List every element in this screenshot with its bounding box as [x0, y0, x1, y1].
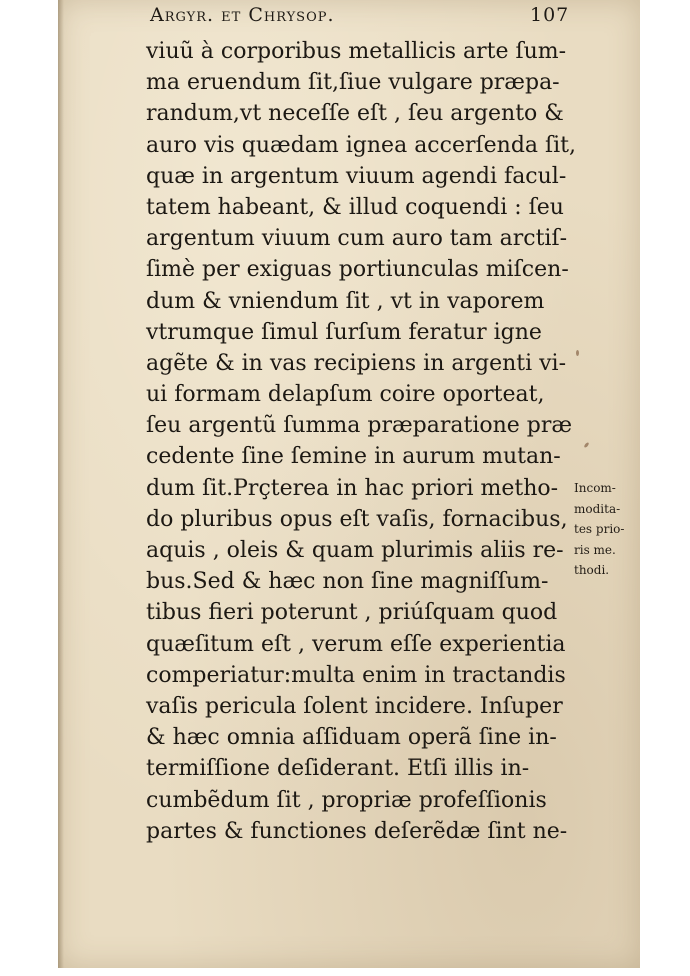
- text-line: quæſitum eſt , verum eſſe experientia: [146, 631, 566, 657]
- text-line: partes & functiones deſerẽdæ ſint ne-: [146, 818, 568, 844]
- text-line: cedente ſine ſemine in aurum mutan-: [146, 444, 561, 470]
- text-line: tatem habeant, & illud coquendi : ſeu: [146, 194, 564, 220]
- text-line: vtrumque ſimul ſurſum feratur igne: [146, 319, 542, 345]
- text-line: auro vis quædam ignea accerſenda ſit,: [146, 132, 577, 158]
- text-line: & hæc omnia aſſiduam operã ſine in-: [146, 725, 557, 751]
- book-page: [58, 0, 640, 968]
- margin-note-line: ris me.: [574, 542, 616, 557]
- text-line: termiſſione deſiderant. Etſi illis in-: [146, 756, 530, 782]
- margin-note: [574, 478, 646, 581]
- text-line: aquis , oleis & quam plurimis aliis re-: [146, 538, 564, 563]
- margin-note-line: tes prio-: [574, 522, 625, 536]
- page-number: 107: [530, 4, 570, 26]
- margin-note-line: thodi.: [574, 563, 610, 577]
- text-line: agẽte & in vas recipiens in argenti vi-: [146, 350, 567, 376]
- text-line: argentum viuum cum auro tam arctiſ-: [146, 226, 568, 252]
- body-text: [146, 36, 576, 847]
- text-line: viuũ à corporibus metallicis arte ſum-: [146, 39, 567, 64]
- text-line: dum ſit.Prçterea in hac priori metho-: [146, 475, 559, 501]
- text-line: cumbẽdum ſit , propriæ profeſſionis: [146, 787, 547, 813]
- text-line: bus.Sed & hæc non ſine magniſſum-: [146, 569, 549, 595]
- text-line: ſeu argentũ ſumma præparatione præ: [146, 413, 573, 439]
- text-line: ui formam delapſum coire oporteat,: [146, 382, 545, 408]
- text-line: dum & vniendum ſit , vt in vaporem: [146, 288, 545, 314]
- ink-speck: [576, 350, 579, 356]
- margin-note-line: Incom-: [574, 481, 616, 495]
- text-line: tibus fieri poterunt , priúſquam quod: [146, 600, 558, 626]
- text-line: ma eruendum ſit,ſiue vulgare præpa-: [146, 70, 560, 96]
- text-line: quæ in argentum viuum agendi facul-: [146, 163, 567, 189]
- margin-note-line: modita-: [574, 501, 621, 516]
- text-line: comperiatur:multa enim in tractandis: [146, 662, 566, 688]
- running-head-title: Argyr. et Chrysop.: [150, 4, 335, 26]
- text-line: vaſis pericula ſolent incidere. Inſuper: [146, 693, 563, 719]
- text-line: randum,vt neceſſe eſt , ſeu argento &: [146, 101, 564, 127]
- text-line: do pluribus opus eſt vaſis, fornacibus,: [146, 506, 568, 532]
- text-line: ſimè per exiguas portiunculas miſcen-: [146, 257, 569, 283]
- running-head: [150, 4, 580, 26]
- ink-speck: [583, 442, 589, 449]
- page-gutter-shadow: [58, 0, 64, 968]
